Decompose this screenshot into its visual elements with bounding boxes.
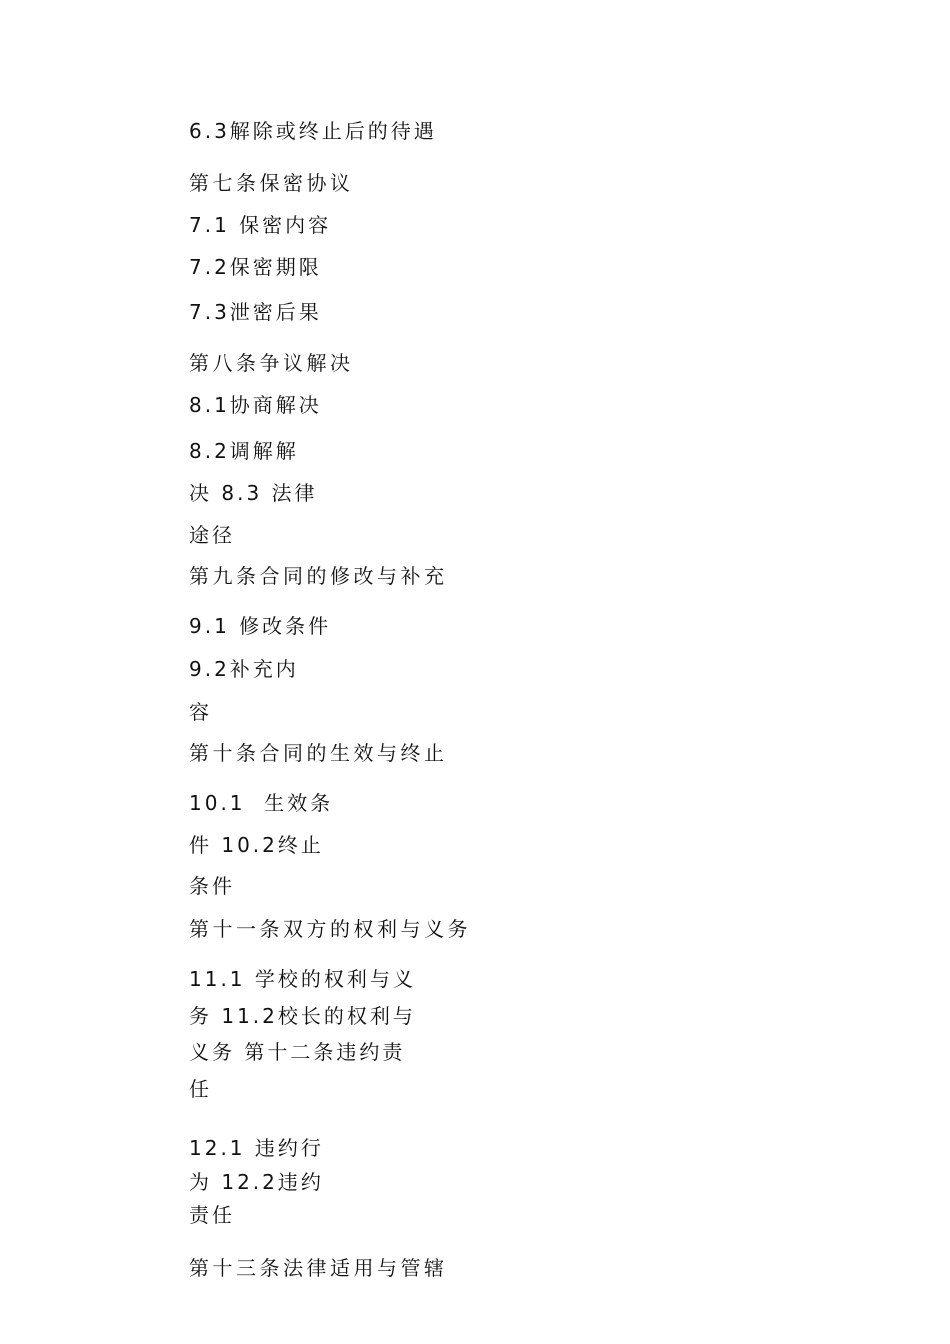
clause-11-2: 务 11.2校长的权利与 bbox=[189, 1004, 416, 1028]
article-11-heading: 第十一条双方的权利与义务 bbox=[189, 917, 471, 941]
clause-10-2: 件 10.2终止 bbox=[189, 833, 324, 857]
clause-12-2: 为 12.2违约 bbox=[189, 1170, 324, 1194]
article-9-heading: 第九条合同的修改与补充 bbox=[189, 564, 448, 588]
article-10-heading: 第十条合同的生效与终止 bbox=[189, 741, 448, 765]
clause-6-3: 6.3解除或终止后的待遇 bbox=[189, 119, 437, 143]
clause-8-1: 8.1协商解决 bbox=[189, 393, 322, 417]
clause-9-2-continued: 容 bbox=[189, 700, 212, 724]
clause-11-1: 11.1 学校的权利与义 bbox=[189, 967, 416, 991]
clause-12-1: 12.1 违约行 bbox=[189, 1136, 324, 1160]
clause-8-2: 8.2调解解 bbox=[189, 439, 299, 463]
clause-7-2: 7.2保密期限 bbox=[189, 255, 322, 279]
clause-12-2-continued: 责任 bbox=[189, 1203, 235, 1227]
article-13-heading: 第十三条法律适用与管辖 bbox=[189, 1256, 448, 1280]
article-12-heading-continued: 任 bbox=[189, 1077, 212, 1101]
article-7-heading: 第七条保密协议 bbox=[189, 171, 354, 195]
clause-9-2: 9.2补充内 bbox=[189, 657, 299, 681]
clause-8-3-continued: 途径 bbox=[189, 523, 235, 547]
clause-10-1: 10.1 生效条 bbox=[189, 791, 334, 815]
clause-8-3: 决 8.3 法律 bbox=[189, 481, 318, 505]
clause-10-2-continued: 条件 bbox=[189, 874, 235, 898]
article-8-heading: 第八条争议解决 bbox=[189, 351, 354, 375]
clause-9-1: 9.1 修改条件 bbox=[189, 614, 332, 638]
clause-7-1: 7.1 保密内容 bbox=[189, 213, 332, 237]
article-12-heading-line: 义务 第十二条违约责 bbox=[189, 1040, 406, 1064]
clause-7-3: 7.3泄密后果 bbox=[189, 300, 322, 324]
